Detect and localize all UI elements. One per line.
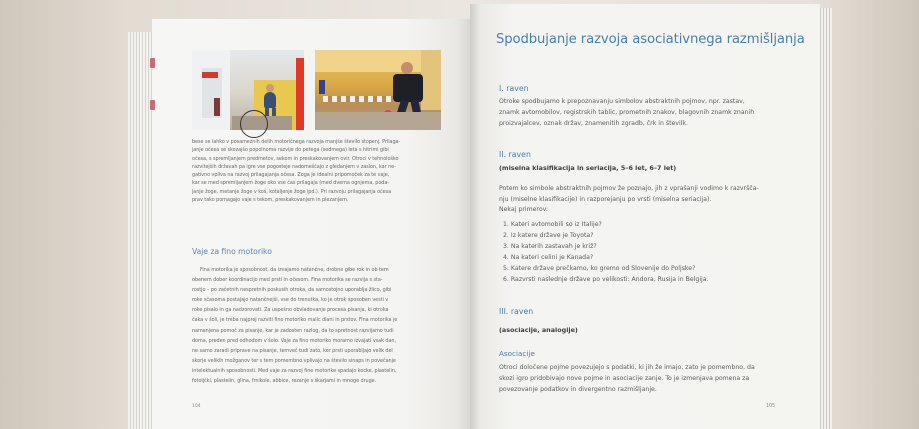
text-line: janje očesa se skozajšo popolnoma razvije do petega (sedmega) leta s hitrimi gibi [192,147,389,154]
list-item: 3. Na katerih zastavah je križ? [503,243,597,251]
level-3-heading: III. raven [499,307,534,316]
intro-paragraph [192,138,400,204]
text-line: skozi igro pridobivajo nove pojme in asociacije zanje. To je izmenjava pomena za [499,375,750,383]
text-line: očesa, s spremljanjem predmetov, sekom in preskakovanjem ovir. Otroci v tehnološko [192,155,399,162]
text-line: roke pisalo in ga nadzorovati. Za uspešno obvladovanje procesa pisanja, ki otroka [192,307,389,314]
text-line: fotoljčki, plastelin, glina, frnikole, abbice, rezanje s škarjami in mnoge druge. [192,378,377,385]
page-title: Spodbujanje razvoja asociativnega razmišljanja [496,32,805,47]
page-number-left: 104 [192,404,201,409]
page-number-right: 105 [766,404,776,409]
text-line: namenjena pomoč za pisanje, kar je zadosten razlog, da to spretnost razvijamo tudi [192,327,394,334]
list-item: 4. Na kateri celini je Kanada? [503,254,594,262]
photo-classroom-1 [192,50,304,130]
page-tab-marker [150,100,155,110]
right-page [470,4,820,429]
text-line: prav tako pomagajo vaje s tekom, preskakovanjem in plezanjem. [192,197,349,204]
body-paragraph [192,265,397,386]
text-line: gativno vpliva na razvoj prilagajanja očesa. Zoga je idealni pripomoček za te vaje, [192,172,390,179]
text-line: proizvajalcev, oznak držav, znamenitih zgradb, črk in številk. [499,120,688,127]
text-line: Otroci določene pojme povezujejo s podatki, ki jih že imajo, zato je pomembno, da [499,364,755,371]
associations-heading: Asociacije [499,349,535,358]
level-3-paragraph [499,362,755,396]
text-line: nju (miselne klasifikacije) in razporejanju po vrsti (miselna seriacija). [499,195,712,203]
text-line: razvitejših državah pa igre vse pogosteje nadomeščajo z gledanjem v zaslon, kar ne- [192,163,396,170]
text-line: rostjo – po začetnih nespretnih poskusih otroka, da samostojno uporablja žlico, gibi [192,287,392,294]
text-line: bese se lahko v posameznih delih motoričnega razvoja manjše število stopenj. Prilaga- [192,139,401,145]
text-line: čaka v šoli, je treba najprej razviti fino motoriko malic dlani in prstov. Fina motorika je [192,317,398,324]
list-item: 5. Katere države prečkamo, ko gremo od Slovenije do Poljske? [503,265,696,273]
list-item: 1. Kateri avtomobili so iz Italije? [503,221,602,228]
level-2-paragraph [499,184,759,216]
page-stack-right [818,8,832,429]
text-line: znamk avtomobilov, registrskih tablic, prometnih znakov, blagovnih znamk znanih [499,109,755,116]
text-line: janje žoge, metanje žoge v koš, kotaljenje žoge ipd.). Pri razvoju prilagajanja očesa [192,188,392,195]
photo-classroom-2 [315,50,441,130]
page-tab-marker [150,58,155,68]
level-2-subheading: (miselna klasifikacija in seriacija, 5–6 let, 6–7 let) [499,164,677,172]
text-line: Potem ko simbole abstraktnih pojmov že poznajo, jih z vprašanji vodimo k razvršča- [499,185,759,192]
text-line: skorje velikih možganov ter s tem pomembno vplivajo na število sinaps in povečanje [192,357,396,364]
text-line: povezovanje podatkov in divergentno razmišljanje. [499,386,657,394]
text-line: intelektualnih sposobnosti. Med vaje za razvoj fine motorike spadajo kocke, plastelin, [192,367,397,374]
text-line: kar se med spremljanjem žoge oko vse čas prilagaja (med dvema ognjema, poda- [192,180,390,187]
text-line: doma, preden pred odhodom v šolo. Vaje za fino motoriko moramo izvajati vsak dan, [192,337,396,344]
list-item: 6. Razvrsti naslednje države po velikosti: Andora, Rusija in Belgija. [503,276,709,284]
text-line: Nekaj primerov: [499,206,549,214]
section-title-fine-motor: Vaje za fino motoriko [192,247,272,256]
text-line: ne samo zaradi priprave na pisanje, temveč tudi zato, ker prsti uporabljajo velik del [192,347,393,354]
level-2-heading: II. raven [499,150,531,159]
examples-list [503,219,709,286]
text-line: obenem dober koordinacijo med prsti in očesom. Fina motorika se razvija s sta- [192,277,383,284]
text-line: roke sčasoma postajajo natančnejši, vse do trenutka, ko je otrok sposoben vesti v [192,297,389,304]
list-item: 2. Iz katere države je Toyota? [503,232,594,240]
level-1-paragraph [499,96,754,129]
text-line: Otroke spodbujamo k prepoznavanju simbolov abstraktnih pojmov, npr. zastav, [499,98,745,105]
level-1-heading: I. raven [499,84,529,93]
text-line: Fina motorika je sposobnost, da izvajamo natančne, drobne gibe rok in ob tem [200,267,389,273]
level-3-subheading: (asociacije, analogije) [499,326,578,334]
left-page [152,19,470,429]
